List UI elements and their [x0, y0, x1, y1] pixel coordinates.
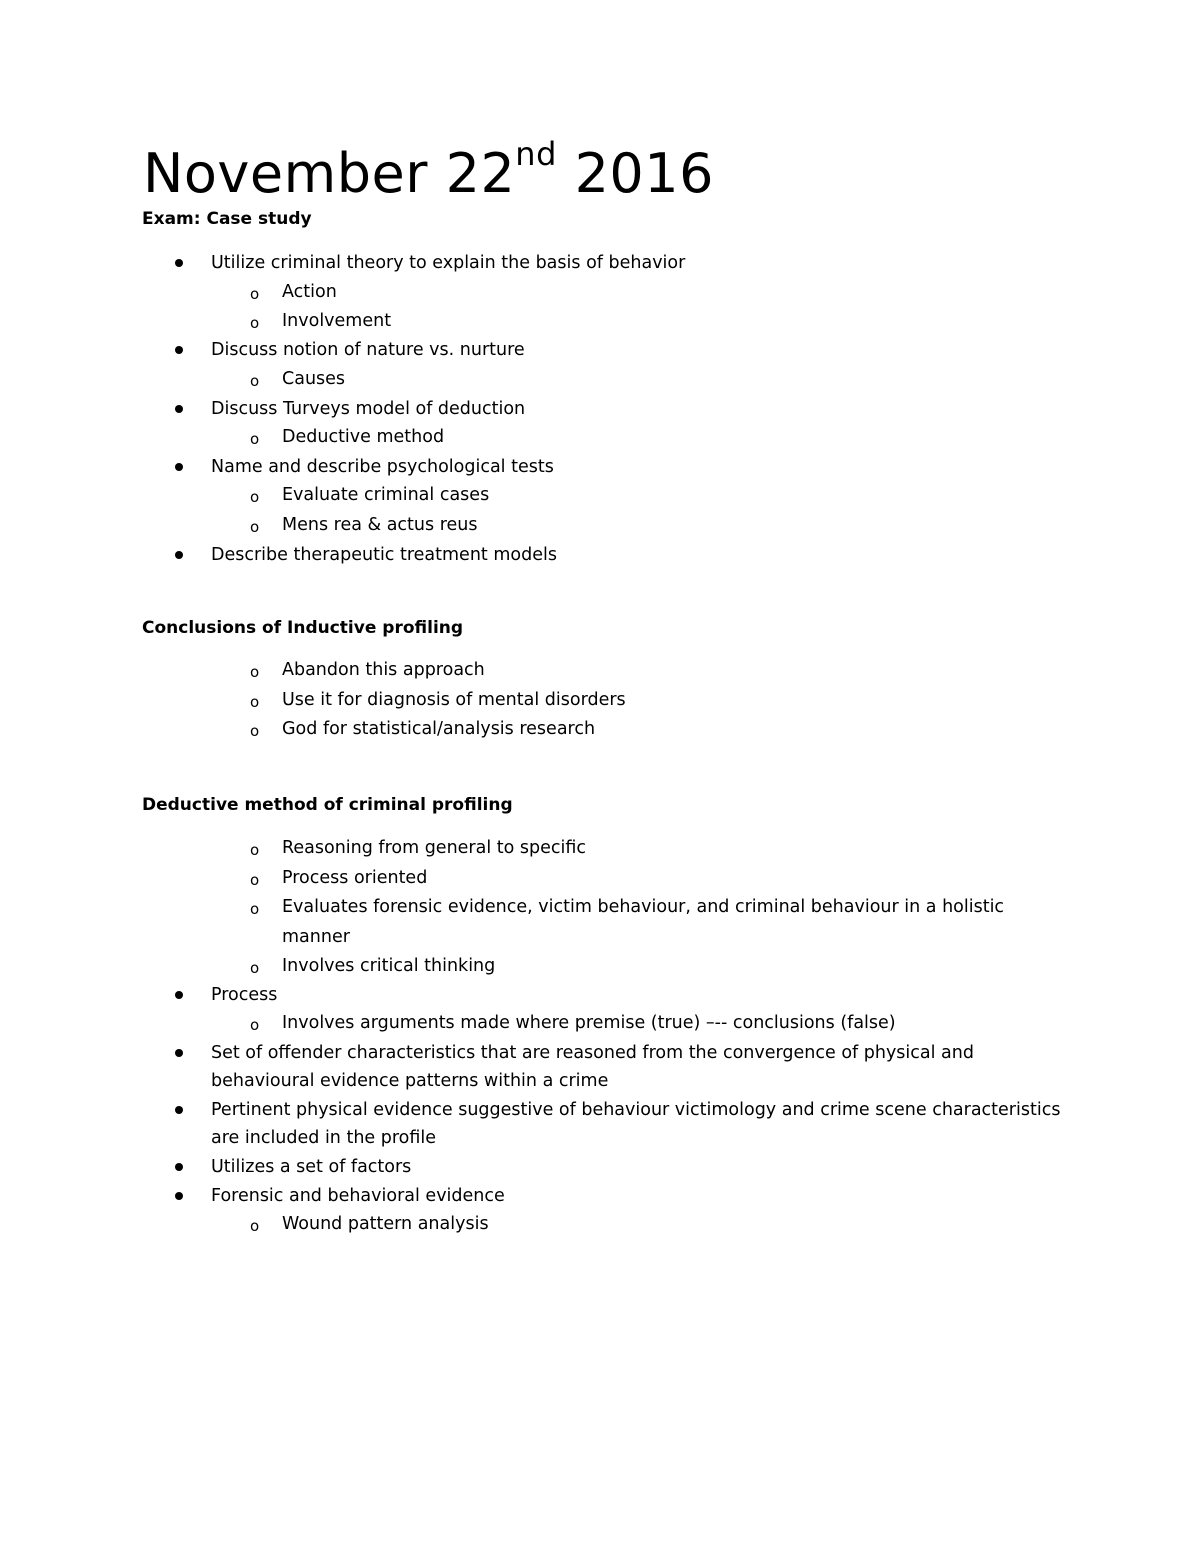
sub-bullet-icon: o [250, 871, 260, 889]
list-item: Forensic and behavioral evidence [211, 1186, 505, 1206]
exam-heading: Exam: Case study [142, 209, 312, 229]
bullet-icon [175, 463, 183, 471]
sub-bullet-icon: o [250, 663, 260, 681]
bullet-icon [175, 1049, 183, 1057]
sub-bullet-icon: o [250, 430, 260, 448]
list-item: Evaluates forensic evidence, victim behaviour, and criminal behaviour in a holistic [282, 897, 1005, 917]
title-ordinal-suffix: nd [515, 135, 557, 173]
list-item: Reasoning from general to specific [282, 838, 587, 858]
list-item-continuation: behavioural evidence patterns within a crime [211, 1071, 609, 1091]
sub-bullet-icon: o [250, 285, 260, 303]
list-item: Action [282, 282, 337, 302]
sub-bullet-icon: o [250, 693, 260, 711]
sub-bullet-icon: o [250, 900, 260, 918]
sub-bullet-icon: o [250, 314, 260, 332]
title-year: 2016 [574, 142, 714, 205]
sub-bullet-icon: o [250, 959, 260, 977]
list-item: Utilizes a set of factors [211, 1157, 412, 1177]
list-item: Pertinent physical evidence suggestive of behaviour victimology and crime scene characteristics [211, 1100, 1061, 1120]
bullet-icon [175, 259, 183, 267]
list-item: God for statistical/analysis research [282, 719, 596, 739]
bullet-icon [175, 1192, 183, 1200]
list-item: Causes [282, 369, 346, 389]
list-item: Abandon this approach [282, 660, 485, 680]
list-item: Involves critical thinking [282, 956, 496, 976]
list-item-continuation: are included in the profile [211, 1128, 437, 1148]
bullet-icon [175, 405, 183, 413]
list-item: Process [211, 985, 278, 1005]
list-item: Utilize criminal theory to explain the basis of behavior [211, 253, 686, 273]
deductive-heading: Deductive method of criminal profiling [142, 795, 513, 815]
list-item: Involves arguments made where premise (true) –-- conclusions (false) [282, 1013, 896, 1033]
list-item: Wound pattern analysis [282, 1214, 489, 1234]
bullet-icon [175, 1163, 183, 1171]
page-title [143, 136, 714, 212]
sub-bullet-icon: o [250, 518, 260, 536]
list-item: Use it for diagnosis of mental disorders [282, 690, 626, 710]
bullet-icon [175, 991, 183, 999]
list-item: Evaluate criminal cases [282, 485, 490, 505]
list-item: Process oriented [282, 868, 428, 888]
list-item: Discuss Turveys model of deduction [211, 399, 526, 419]
title-month-day: November 22 [143, 142, 516, 205]
list-item: Name and describe psychological tests [211, 457, 554, 477]
sub-bullet-icon: o [250, 1016, 260, 1034]
list-item: Mens rea & actus reus [282, 515, 478, 535]
sub-bullet-icon: o [250, 372, 260, 390]
list-item: Involvement [282, 311, 392, 331]
bullet-icon [175, 1106, 183, 1114]
sub-bullet-icon: o [250, 841, 260, 859]
list-item-continuation: manner [282, 927, 350, 947]
sub-bullet-icon: o [250, 722, 260, 740]
sub-bullet-icon: o [250, 488, 260, 506]
inductive-heading: Conclusions of Inductive profiling [142, 618, 464, 638]
list-item: Deductive method [282, 427, 445, 447]
list-item: Describe therapeutic treatment models [211, 545, 557, 565]
bullet-icon [175, 551, 183, 559]
list-item: Set of offender characteristics that are reasoned from the convergence of physical and [211, 1043, 974, 1063]
list-item: Discuss notion of nature vs. nurture [211, 340, 525, 360]
bullet-icon [175, 346, 183, 354]
sub-bullet-icon: o [250, 1217, 260, 1235]
